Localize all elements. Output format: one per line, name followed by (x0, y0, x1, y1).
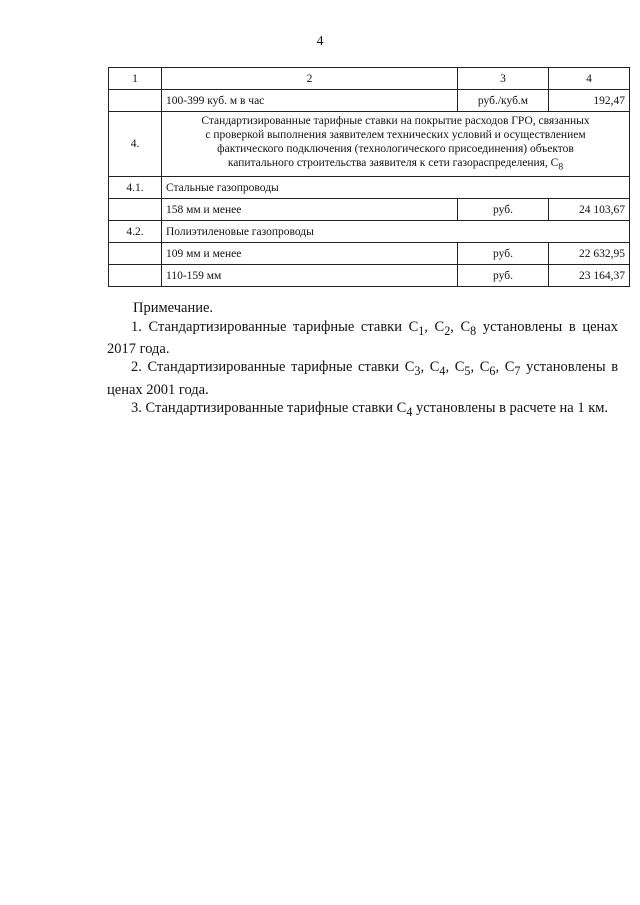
header-col-2: 2 (162, 68, 458, 90)
description-line: Стандартизированные тарифные ставки на покрытие расходов ГРО, связанных (201, 115, 590, 127)
row-name: 109 мм и менее (162, 243, 458, 265)
table-header-row (109, 68, 630, 90)
row-number (109, 90, 162, 112)
table-row (109, 221, 630, 243)
table-row (109, 199, 630, 221)
notes-title: Примечание. (133, 300, 214, 316)
row-unit: руб. (458, 265, 549, 287)
note-text: , С (495, 359, 515, 376)
subscript: 3 (414, 364, 421, 379)
row-number: 4. (109, 112, 162, 177)
table-row (109, 90, 630, 112)
row-number: 4.2. (109, 221, 162, 243)
note-1 (107, 318, 618, 359)
note-text: установлены в расчете на 1 км. (412, 400, 609, 417)
note-3 (107, 399, 618, 421)
description-line: с проверкой выполнения заявителем технических условий и осуществлением (205, 129, 586, 141)
row-value: 23 164,37 (549, 265, 630, 287)
row-number (109, 265, 162, 287)
note-text: установлены в ценах 2001 года. (107, 359, 619, 398)
header-col-1: 1 (109, 68, 162, 90)
subscript: 4 (406, 405, 413, 420)
note-text: установлены в ценах 2017 года. (107, 318, 618, 357)
subscript: 8 (470, 323, 477, 338)
description-line: фактического подключения (технологического присоединения) объектов (217, 143, 574, 155)
row-value: 192,47 (549, 90, 630, 112)
note-2 (107, 358, 618, 399)
page-number: 4 (316, 34, 324, 49)
row-name: Стальные газопроводы (162, 177, 630, 199)
note-text: 1. Стандартизированные тарифные ставки С (131, 318, 419, 335)
subscript: 7 (514, 364, 521, 379)
subscript: 1 (418, 323, 425, 338)
description-line: капитального строительства заявителя к сети газораспределения, С (227, 157, 559, 169)
row-name: 158 мм и менее (162, 199, 458, 221)
row-value: 24 103,67 (549, 199, 630, 221)
note-text: , С (450, 318, 471, 335)
subscript: 2 (444, 323, 451, 338)
row-name: Полиэтиленовые газопроводы (162, 221, 630, 243)
row-name: 110-159 мм (162, 265, 458, 287)
subscript: 4 (439, 364, 446, 379)
subscript: 5 (464, 364, 471, 379)
note-text: , С (424, 318, 445, 335)
row-number: 4.1. (109, 177, 162, 199)
table-row (109, 112, 630, 177)
table-row (109, 177, 630, 199)
subscript: 8 (558, 161, 564, 173)
row-unit: руб. (458, 243, 549, 265)
header-col-3: 3 (458, 68, 549, 90)
note-text: 2. Стандартизированные тарифные ставки С (131, 359, 415, 376)
header-col-4: 4 (549, 68, 630, 90)
notes-section (107, 299, 618, 422)
row-number (109, 243, 162, 265)
note-text: , С (420, 359, 440, 376)
note-text: , С (445, 359, 465, 376)
row-unit: руб./куб.м (458, 90, 549, 112)
row-name: 100-399 куб. м в час (162, 90, 458, 112)
note-text: , С (470, 359, 490, 376)
row-value: 22 632,95 (549, 243, 630, 265)
row-description (162, 112, 630, 177)
note-text: 3. Стандартизированные тарифные ставки С (131, 400, 407, 417)
subscript: 6 (489, 364, 496, 379)
row-number (109, 199, 162, 221)
tariff-table (108, 67, 630, 287)
row-unit: руб. (458, 199, 549, 221)
table-row (109, 243, 630, 265)
table-row (109, 265, 630, 287)
